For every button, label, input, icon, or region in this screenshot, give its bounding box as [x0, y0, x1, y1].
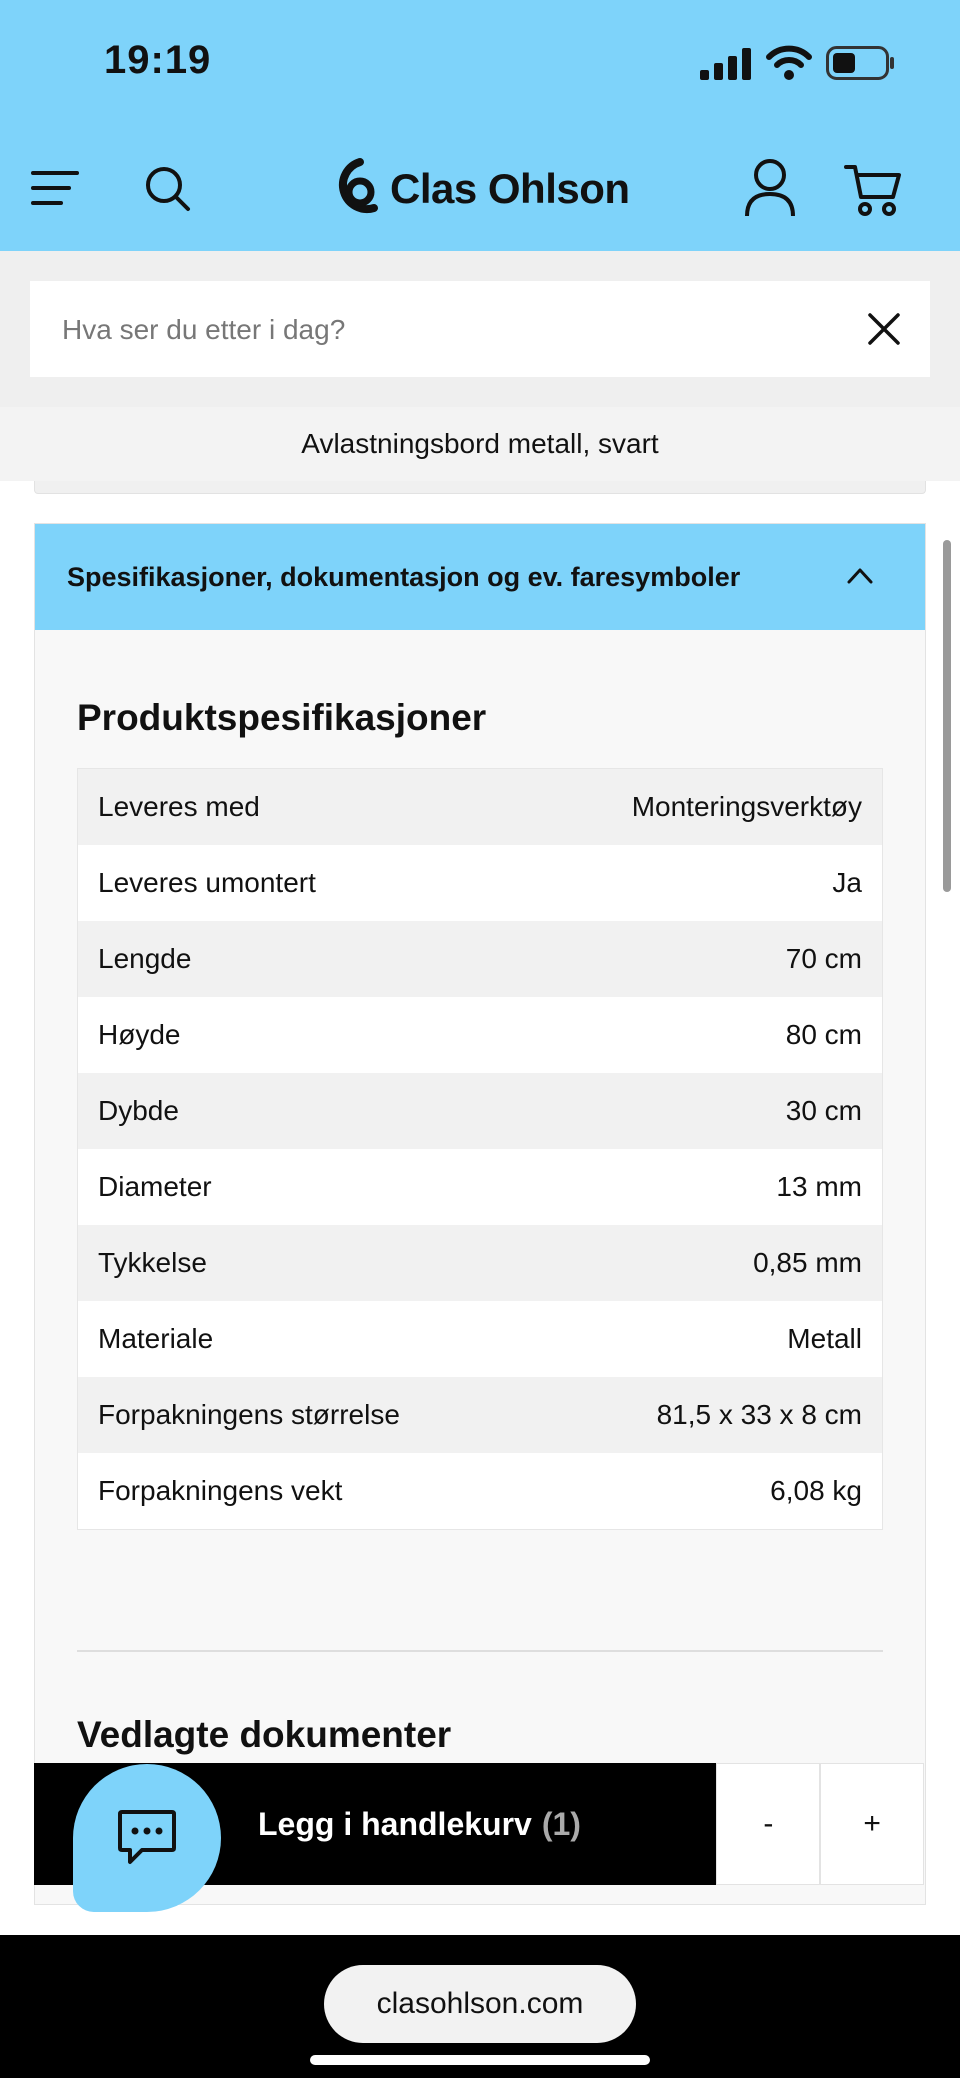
url-bar[interactable]: clasohlson.com	[324, 1965, 636, 2043]
spec-value: 13 mm	[776, 1171, 862, 1202]
add-to-cart-label: Legg i handlekurv	[258, 1805, 532, 1842]
spec-label: Forpakningens størrelse	[98, 1399, 400, 1430]
accordion-header[interactable]	[35, 524, 925, 630]
close-icon[interactable]	[866, 311, 902, 347]
cart-button[interactable]	[842, 161, 904, 219]
spec-label: Høyde	[98, 1019, 181, 1050]
spec-label: Leveres umontert	[98, 867, 316, 898]
spec-value: 81,5 x 33 x 8 cm	[656, 1399, 862, 1430]
spec-label: Lengde	[98, 943, 192, 974]
accordion-title: Spesifikasjoner, dokumentasjon og ev. faresymboler	[67, 561, 741, 592]
spec-value: 0,85 mm	[753, 1247, 862, 1278]
app-header	[0, 125, 960, 251]
status-bar	[0, 0, 960, 125]
account-button[interactable]	[740, 155, 800, 221]
spec-value: Monteringsverktøy	[631, 791, 862, 822]
table-row	[78, 1453, 882, 1529]
user-icon	[744, 158, 796, 218]
battery-icon	[826, 46, 896, 80]
chat-button[interactable]	[73, 1764, 221, 1912]
specifications-heading: Produktspesifikasjoner	[77, 697, 487, 738]
specifications-accordion	[34, 523, 926, 1905]
increase-quantity-button[interactable]: +	[820, 1763, 924, 1885]
status-time: 19:19	[104, 38, 212, 82]
chevron-up-icon	[845, 564, 875, 588]
table-row	[78, 845, 882, 921]
spec-label: Materiale	[98, 1323, 214, 1354]
table-row	[78, 1301, 882, 1377]
previous-card-edge	[34, 481, 926, 494]
spec-value: 70 cm	[785, 943, 862, 974]
search-area	[0, 251, 960, 407]
hamburger-menu-icon	[31, 169, 81, 207]
search-input[interactable]	[60, 281, 844, 379]
chat-bubble-icon	[116, 1808, 178, 1868]
home-indicator	[310, 2055, 650, 2065]
cart-count: (1)	[541, 1805, 581, 1842]
spec-value: Metall	[787, 1323, 862, 1354]
table-row	[78, 1377, 882, 1453]
search-box	[30, 281, 930, 377]
menu-button[interactable]	[28, 163, 84, 213]
spec-value: 6,08 kg	[770, 1475, 862, 1506]
scrollbar[interactable]	[943, 540, 951, 892]
spec-label: Diameter	[98, 1171, 212, 1202]
search-button[interactable]	[140, 161, 196, 217]
spec-label: Leveres med	[98, 791, 260, 822]
clas-ohlson-logo-icon	[330, 156, 382, 222]
spec-value: 30 cm	[785, 1095, 862, 1126]
table-row	[78, 1225, 882, 1301]
product-title: Avlastningsbord metall, svart	[0, 407, 960, 481]
documents-heading: Vedlagte dokumenter	[77, 1714, 452, 1755]
spec-label: Dybde	[98, 1095, 179, 1126]
shopping-cart-icon	[844, 163, 902, 217]
table-row	[78, 1149, 882, 1225]
table-row	[78, 769, 882, 845]
section-divider	[77, 1650, 883, 1652]
brand-name: Clas Ohlson	[390, 165, 630, 212]
cellular-signal-icon	[700, 48, 752, 80]
spec-value: 80 cm	[785, 1019, 862, 1050]
spec-label: Forpakningens vekt	[98, 1475, 343, 1506]
brand-logo[interactable]	[330, 151, 630, 227]
table-row	[78, 997, 882, 1073]
wifi-icon	[766, 44, 812, 80]
table-row	[78, 921, 882, 997]
spec-value: Ja	[832, 867, 862, 898]
browser-toolbar	[0, 1935, 960, 2078]
specifications-table	[77, 768, 883, 1530]
search-icon	[144, 165, 192, 213]
decrease-quantity-button[interactable]: -	[716, 1763, 820, 1885]
spec-label: Tykkelse	[98, 1247, 207, 1278]
table-row	[78, 1073, 882, 1149]
